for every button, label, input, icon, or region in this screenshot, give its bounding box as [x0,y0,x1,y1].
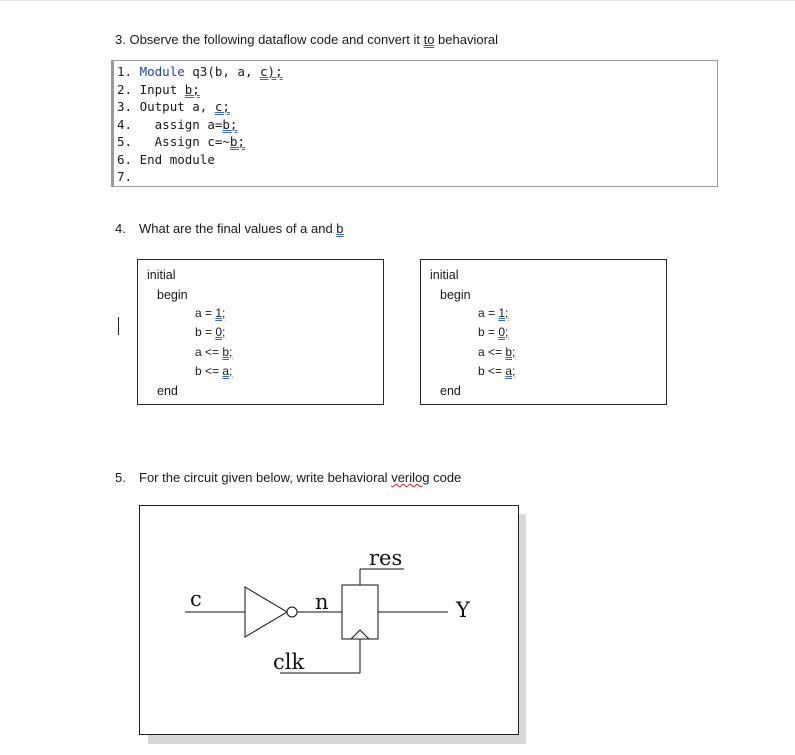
code-underlined: b; [222,117,238,132]
statement-1 [478,305,508,321]
code-listing-box [111,60,718,187]
statement-2 [478,324,508,340]
statement-4 [195,363,232,379]
flip-flop [342,585,378,639]
question-4 [115,221,344,237]
question-5-number: 5. [115,470,126,485]
statement-underlined: b; [505,345,516,359]
text-cursor [118,317,119,335]
statement-3 [478,344,515,360]
statement-underlined: 1; [215,306,226,320]
statement-underlined: 1; [498,306,509,320]
code-line-2 [117,81,200,98]
line-number: 6. [117,152,133,167]
code-keyword: Input [139,82,178,97]
code-text: a= [199,117,223,132]
line-number: 5. [117,134,133,149]
end-keyword: end [157,384,178,398]
begin-keyword: begin [440,288,471,302]
statement-underlined: b; [222,345,233,359]
begin-keyword: begin [157,288,188,302]
question-5-text-end: code [429,470,462,485]
line-number: 3. [117,99,133,114]
code-line-1 [117,63,283,80]
initial-block-left [137,259,384,405]
top-divider [0,0,795,1]
statement-text: b = [195,325,216,339]
circuit-diagram [140,506,518,734]
question-3-text: Observe the following dataflow code and convert it [125,32,424,47]
initial-keyword: initial [430,268,459,282]
code-keyword: End module [139,152,215,167]
label-y: Y [456,598,470,622]
code-underlined: b; [184,82,200,97]
line-number: 1. [117,64,133,79]
code-line-4 [117,116,237,133]
code-line-3 [117,98,230,115]
code-text: c=~ [199,134,230,149]
code-line-7 [117,168,132,185]
code-underlined: c; [214,99,230,114]
question-4-number: 4. [115,221,126,236]
code-gutter-line [112,61,114,186]
code-text: a, [184,99,215,114]
code-text: q3(b, a, [184,64,261,79]
label-c: c [190,587,202,611]
inverter-gate [245,587,287,637]
statement-text: b <= [478,364,506,378]
circuit-figure [139,505,519,735]
statement-4 [478,363,515,379]
code-line-6 [117,151,215,168]
question-3-to: to [423,32,435,47]
code-underlined: c); [260,64,283,79]
code-keyword: Module [139,64,185,79]
statement-text: b = [478,325,499,339]
label-clk: clk [273,650,305,674]
end-keyword: end [440,384,461,398]
line-number: 2. [117,82,133,97]
question-5 [115,470,461,486]
statement-underlined: a; [505,364,516,378]
question-4-b: b [336,221,344,236]
question-4-text: What are the final values of a and [139,221,337,236]
inverter-bubble [287,607,297,617]
code-line-5 [117,133,245,150]
question-3-number: 3. [115,32,126,47]
line-number: 7. [117,169,133,184]
statement-text: a = [195,306,216,320]
question-3-text-end: behavioral [434,32,499,47]
code-keyword: Output [139,99,185,114]
question-3 [115,32,498,48]
initial-keyword: initial [147,268,176,282]
initial-block-right [420,259,667,405]
statement-text: a <= [195,345,223,359]
code-text [177,82,185,97]
statement-underlined: 0; [498,325,509,339]
statement-1 [195,305,225,321]
question-5-text: For the circuit given below, write behavioral [139,470,392,485]
statement-underlined: a; [222,364,233,378]
label-n: n [315,590,329,614]
statement-2 [195,324,225,340]
statement-text: b <= [195,364,223,378]
statement-text: a <= [478,345,506,359]
statement-underlined: 0; [215,325,226,339]
line-number: 4. [117,117,133,132]
question-5-verilog: verilog [391,470,430,485]
statement-text: a = [478,306,499,320]
code-keyword: assign [139,117,200,132]
label-res: res [369,546,403,570]
code-keyword: Assign [139,134,200,149]
code-underlined: b; [229,134,245,149]
statement-3 [195,344,232,360]
